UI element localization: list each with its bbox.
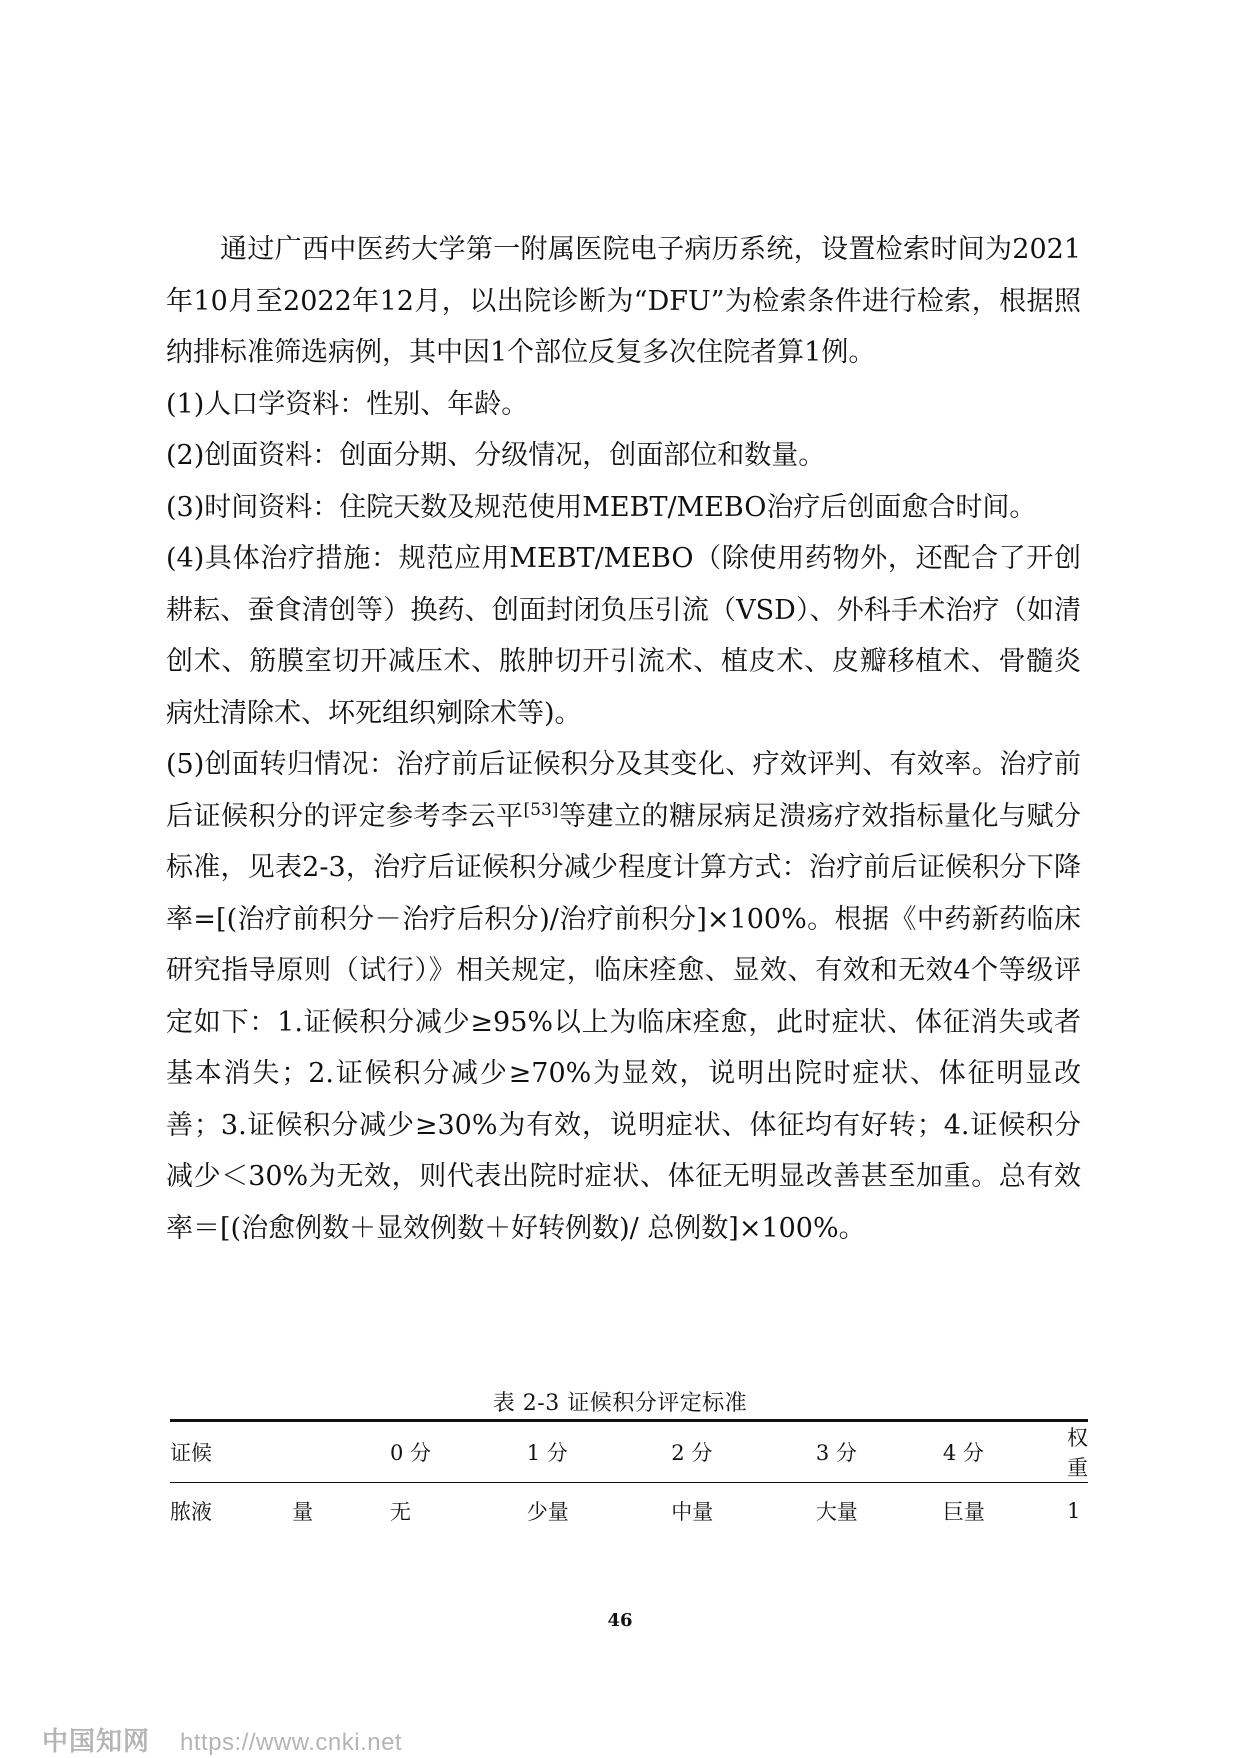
syndrome-score-table bbox=[170, 1419, 1088, 1539]
body-text bbox=[166, 224, 1081, 1254]
paragraph-outcome-part-1: (5)创面转归情况：治疗前后证候积分及其变化、疗效评判、有效率。治疗前后证候积分的评定参考李云平 bbox=[166, 749, 1081, 832]
paragraph-outcome-part-2: 等建立的糖尿病足溃疡疗效指标量化与赋分标准，见表2-3，治疗后证候积分减少程度计算方式：治疗前后证候积分下降率=[(治疗前积分－治疗后积分)/治疗前积分]×100%。根据《中药新药临床研究指导原则（试行）》相关规定，临床痊愈、显效、有效和无效4个等级评定如下：1.证候积分减少≥95%以上为临床痊愈，此时症状、体征消失或者基本消失；2.证候积分减少≥70%为显效，说明出院时症状、体征明显改善；3.证候积分减少≥30%为有效，说明症状、体征均有好转；4.证候积分减少＜30%为无效，则代表出院时症状、体征无明显改善甚至加重。总有效率＝[(治愈例数＋显效例数＋好转例数)/ 总例数]×100%。 bbox=[166, 800, 1082, 1244]
page-number: 46 bbox=[607, 1610, 633, 1631]
header-cell-blank bbox=[292, 1421, 390, 1483]
header-cell-syndrome: 证候 bbox=[170, 1441, 212, 1465]
watermark-brand: 中国知网 bbox=[42, 1726, 151, 1756]
header-cell-score-0: 0 分 bbox=[390, 1441, 432, 1465]
header-cell-score-3: 3 分 bbox=[815, 1441, 857, 1465]
table-row bbox=[170, 1483, 1088, 1540]
paragraph-time-data: (3)时间资料：住院天数及规范使用MEBT/MEBO治疗后创面愈合时间。 bbox=[166, 491, 1037, 523]
header-cell-weight: 权重 bbox=[1067, 1426, 1088, 1480]
paragraph-wound-data: (2)创面资料：创面分期、分级情况，创面部位和数量。 bbox=[166, 440, 826, 471]
cnki-watermark bbox=[42, 1721, 402, 1758]
table-caption: 表 2-3 证候积分评定标准 bbox=[492, 1391, 748, 1416]
paragraph-treatment: (4)具体治疗措施：规范应用MEBT/MEBO（除使用药物外，还配合了开创耕耘、蚕食清创等）换药、创面封闭负压引流（VSD）、外科手术治疗（如清创术、筋膜室切开减压术、脓肿切开引流术、植皮术、皮瓣移植术、骨髓炎病灶清除术、坏死组织剜除术等)。 bbox=[166, 543, 1081, 729]
table-cell: 无 bbox=[390, 1500, 411, 1524]
header-cell-score-1: 1 分 bbox=[526, 1441, 568, 1465]
header-cell-score-2: 2 分 bbox=[671, 1441, 713, 1465]
table-cell: 量 bbox=[292, 1500, 314, 1524]
table-cell: 脓液 bbox=[170, 1500, 212, 1524]
header-cell-score-4: 4 分 bbox=[942, 1441, 984, 1465]
table-cell: 中量 bbox=[671, 1500, 714, 1524]
table-cell: 少量 bbox=[526, 1500, 569, 1524]
paragraph-outcome bbox=[166, 739, 1081, 1254]
table-cell: 巨量 bbox=[942, 1500, 985, 1524]
table-cell: 1 bbox=[1067, 1499, 1081, 1523]
table-cell: 大量 bbox=[815, 1500, 858, 1524]
paragraph-demographics: (1)人口学资料：性别、年龄。 bbox=[166, 388, 529, 420]
watermark-url: https://www.cnki.net bbox=[180, 1729, 403, 1756]
table-header-row bbox=[170, 1421, 1088, 1483]
paragraph-intro: 通过广西中医药大学第一附属医院电子病历系统，设置检索时间为2021年10月至2022年12月，以出院诊断为“DFU”为检索条件进行检索，根据照纳排标准筛选病例，其中因1个部位反复多次住院者算1例。 bbox=[166, 234, 1081, 368]
citation-reference: [53] bbox=[523, 799, 559, 820]
